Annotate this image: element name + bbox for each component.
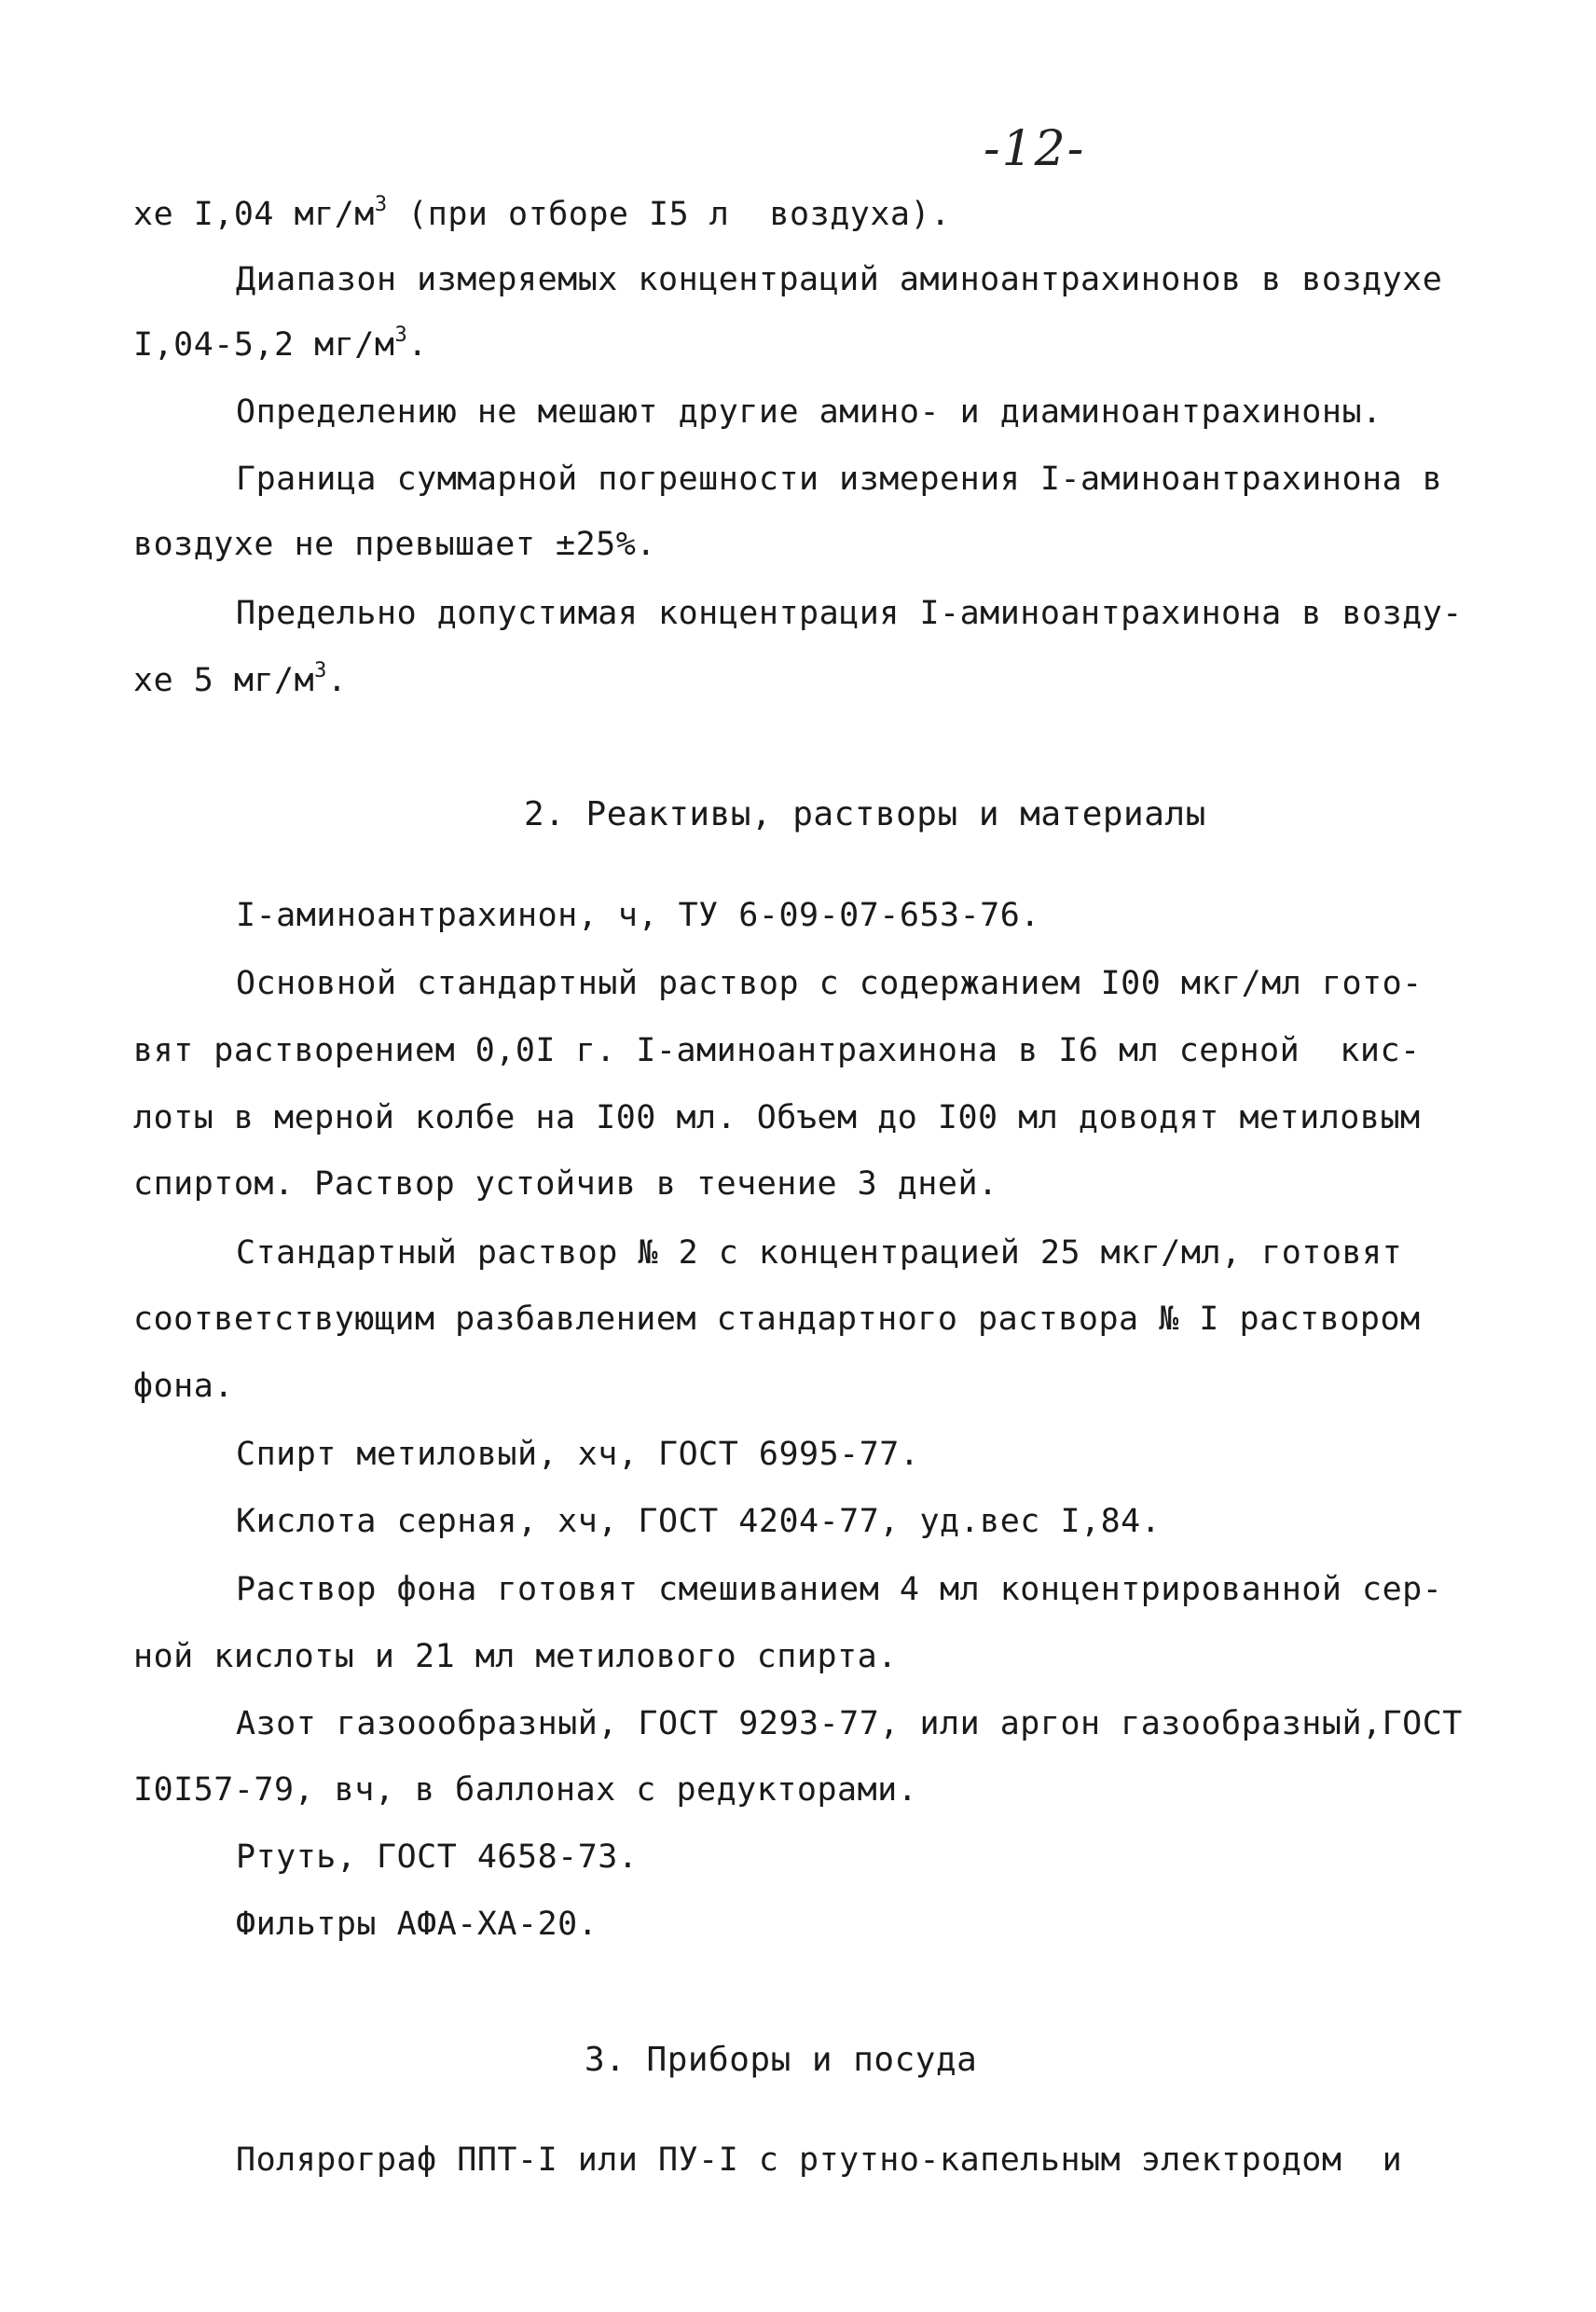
text-line: Спирт метиловый, хч, ГОСТ 6995-77.	[236, 1436, 920, 1473]
text-line: I-аминоантрахинон, ч, ТУ 6-09-07-653-76.	[236, 897, 1040, 934]
section-heading: 3. Приборы и посуда	[585, 2041, 978, 2079]
text-line: Азот газоообразный, ГОСТ 9293-77, или аргон газообразный,ГОСТ	[236, 1705, 1463, 1742]
text-line: фона.	[133, 1368, 234, 1405]
text-line: Ртуть, ГОСТ 4658-73.	[236, 1838, 639, 1876]
text-line: Предельно допустимая концентрация I-аминоантрахинона в возду-	[236, 595, 1463, 632]
text-line	[133, 660, 347, 701]
superscript: 3	[314, 659, 327, 683]
text-line: вят растворением 0,0I г. I-аминоантрахинона в I6 мл серной кис-	[133, 1032, 1421, 1069]
text-fragment: .	[326, 662, 348, 699]
text-line: воздухе не превышает ±25%.	[133, 526, 656, 563]
text-line: Фильтры АФА-ХА-20.	[236, 1906, 598, 1943]
text-line: I0I57-79, вч, в баллонах с редукторами.	[133, 1771, 918, 1809]
text-line: Определению не мешают другие амино- и диаминоантрахиноны.	[236, 393, 1383, 431]
text-fragment: (при отборе I5 л воздуха).	[387, 196, 951, 233]
text-line	[133, 194, 951, 235]
superscript: 3	[374, 193, 388, 217]
text-line: лоты в мерной колбе на I00 мл. Объем до I00 мл доводят метиловым	[133, 1099, 1421, 1136]
text-line: ной кислоты и 21 мл метилового спирта.	[133, 1638, 898, 1675]
text-line	[133, 324, 428, 365]
text-fragment: .	[407, 326, 428, 364]
superscript: 3	[394, 323, 408, 348]
text-line: Диапазон измеряемых концентраций аминоантрахинонов в воздухе	[236, 261, 1443, 298]
text-line: соответствующим разбавлением стандартного раствора № I раствором	[133, 1300, 1421, 1338]
page-number: -12-	[984, 121, 1086, 177]
text-line: Полярограф ППТ-I или ПУ-I с ртутно-капельным электродом и	[236, 2141, 1403, 2179]
text-line: Кислота серная, хч, ГОСТ 4204-77, уд.вес I,84.	[236, 1503, 1162, 1540]
text-line: Граница суммарной погрешности измерения I-аминоантрахинона в	[236, 461, 1443, 498]
section-heading: 2. Реактивы, растворы и материалы	[524, 795, 1206, 833]
text-line: Основной стандартный раствор с содержанием I00 мкг/мл гото-	[236, 965, 1423, 1002]
text-line: Стандартный раствор № 2 с концентрацией 25 мкг/мл, готовят	[236, 1234, 1403, 1272]
text-line: Раствор фона готовят смешиванием 4 мл концентрированной сер-	[236, 1571, 1443, 1608]
text-line: спиртом. Раствор устойчив в течение 3 дней.	[133, 1165, 998, 1203]
text-fragment: I,04-5,2 мг/м	[133, 326, 395, 364]
text-fragment: хе I,04 мг/м	[133, 196, 375, 233]
text-fragment: хе 5 мг/м	[133, 662, 315, 699]
